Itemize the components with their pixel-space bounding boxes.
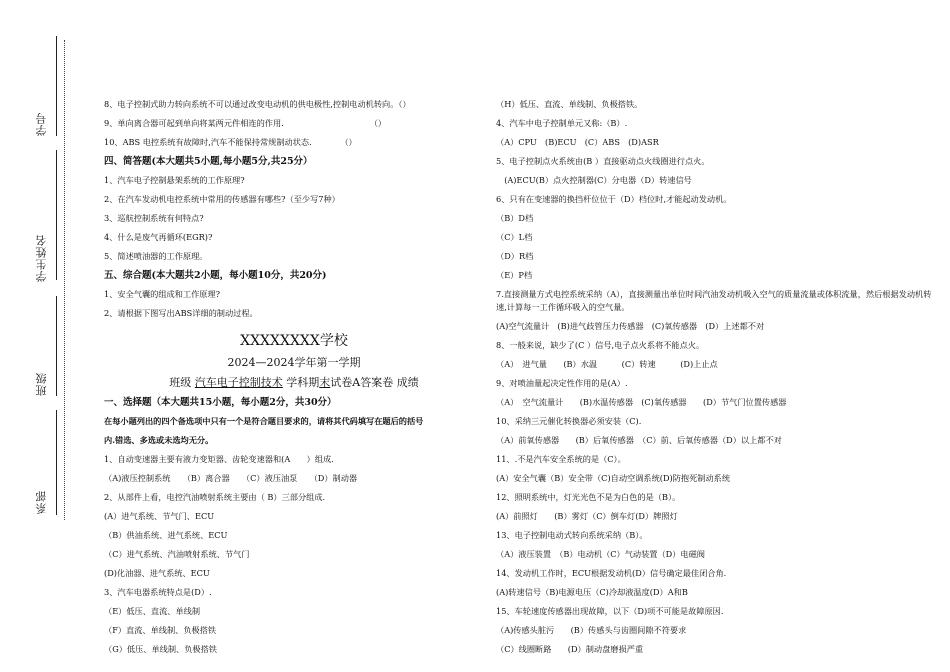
class-label: 班级	[35, 372, 48, 396]
binding-line	[56, 150, 57, 280]
term-title: 2024—2024学年第一学期	[227, 356, 361, 369]
short-question: 4、什么是废气再循环(EGR)?	[104, 232, 213, 242]
left-column	[104, 95, 484, 659]
question-line: 8、一般来说，缺少了(C ）信号,电子点火系将不能点火。	[496, 340, 705, 350]
department-label: 系部	[35, 490, 48, 514]
question-7: 7.直接测量方式电控系统采纳（A），直接测量出单位时间汽油发动机吸入空气的质量流量或体积流量，然后根据发动机转速,计算每一工作循环吸入的空气量。	[496, 289, 932, 312]
question-line: (D)化油器、进气系统、ECU	[104, 568, 210, 578]
question-line: 11、.不是汽车安全系统的是（C）。	[496, 454, 626, 464]
tf-question-9: 9、单向离合器可起到单向将某两元件相连的作用. （）	[104, 118, 387, 128]
question-line: 1、自动变速器主要有液力变矩器、齿轮变速器和(A ）组成.	[104, 454, 334, 464]
short-question: 5、简述喷油器的工作原理。	[104, 251, 208, 261]
binding-margin	[0, 0, 90, 672]
question-line: 12、照明系统中，灯光光色不是为白色的是（B）。	[496, 492, 681, 502]
question-line: 10、采纳三元催化转换器必须安装（C).	[496, 416, 642, 426]
question-line: （G）低压、单线制、负极搭铁	[104, 644, 217, 654]
section-4-title: 四、简答题(本大题共5小题,每小题5分,共25分）	[104, 156, 313, 167]
exam-score-label: 试卷A答案卷 成绩	[330, 376, 419, 389]
question-line: （A） 空气流量计 (B)水温传感器 (C)氧传感器 (D）节气门位置传感器	[496, 397, 787, 407]
cut-line	[64, 40, 65, 520]
question-line: 5、电子控制点火系统由(B ）直接驱动点火线圈进行点火。	[496, 156, 710, 166]
question-line: 3、汽车电器系统特点是(D）.	[104, 587, 212, 597]
section-5-title: 五、综合题(本大题共2小题，每小题10分，共20分)	[104, 270, 327, 281]
short-question: 2、在汽车发动机电控系统中常用的传感器有哪些?（至少写7种）	[104, 194, 340, 204]
question-line: （F）直流、单线制、负极搭铁	[104, 625, 217, 635]
question-line: （A）液压装置 （B）电动机（C）气动装置（D）电磁阀	[496, 549, 705, 559]
tf-question-10: 10、ABS 电控系统有故障时,汽车不能保持常规制动状态. （）	[104, 137, 357, 147]
student-id-label: 学号	[35, 112, 48, 136]
question-line: 2、从部件上看，电控汽油喷射系统主要由（ B）三部分组成.	[104, 492, 326, 502]
question-line: 15、车轮速度传感器出现故障，以下（D)项不可能是故障原因.	[496, 606, 724, 616]
question-line: （A)传感头脏污 (B）传感头与齿圈间隙不符要求	[496, 625, 687, 635]
question-line: （H）低压、直流、单线制、负极搭铁。	[496, 99, 643, 109]
question-line: (A)空气流量计 (B)进气歧管压力传感器 (C)氧传感器 (D）上述都不对	[496, 321, 765, 331]
section-1-instruction: 在每小题列出的四个备选项中只有一个是符合题目要求的，请将其代码填写在题后的括号	[104, 416, 424, 426]
question-line: 14、发动机工作时，ECU根据发动机(D）信号确定最佳闭合角.	[496, 568, 727, 578]
exam-class-label: 班级	[169, 376, 195, 389]
question-line: （B）供油系统、进气系统、ECU	[104, 530, 228, 540]
question-line: (A）进气系统、节气门、ECU	[104, 511, 215, 521]
binding-line	[56, 410, 57, 515]
question-line: 4、汽车中电子控制单元又称:（B）.	[496, 118, 628, 128]
school-name: XXXXXXXX学校	[240, 333, 348, 349]
binding-line	[56, 296, 57, 396]
question-line: （D）R档	[496, 251, 534, 261]
exam-subject: 汽车电子控制技术	[194, 376, 283, 389]
question-line: （E）低压、直流、单线制	[104, 606, 201, 616]
exam-title	[104, 373, 484, 393]
question-line: (A)ECU(B）点火控制器(C）分电器（D）转速信号	[496, 175, 692, 185]
question-line: (A）前照灯 (B）雾灯（C）倒车灯(D）牌照灯	[496, 511, 678, 521]
section-1-title: 一、选择题（本大题共15小题，每小题2分，共30分）	[104, 397, 337, 408]
section-1-instruction: 内.错选、多选或未选均无分。	[104, 435, 214, 445]
question-line: （B）D档	[496, 213, 534, 223]
student-name-label: 学生姓名	[35, 234, 48, 282]
question-line: 6、只有在变速器的换挡杆位位于（D）档位时,才能起动发动机。	[496, 194, 732, 204]
tf-question-8: 8、电子控制式助力转向系统不可以通过改变电动机的供电极性,控制电动机转向。（）	[104, 99, 411, 109]
short-question: 3、巡航控制系统有何特点?	[104, 213, 204, 223]
question-line: （A） 进气量 (B）水温 (C）转速 (D)上止点	[496, 359, 718, 369]
binding-line	[56, 36, 57, 136]
comprehensive-question: 1、安全气囊的组成和工作原理?	[104, 289, 221, 299]
question-line: 13、电子控制电动式转向系统采纳（B）。	[496, 530, 648, 540]
question-line: （C）L档	[496, 232, 533, 242]
comprehensive-question: 2、请根据下图写出ABS详细的制动过程。	[104, 308, 258, 318]
question-line: 9、对喷油量起决定性作用的是(A）.	[496, 378, 628, 388]
question-line: （C）线圈断路 (D）制动盘磨损严重	[496, 644, 644, 654]
question-line: （A）前氧传感器 (B）后氧传感器 （C）前、后氧传感器（D）以上都不对	[496, 435, 782, 445]
question-line: （A）CPU (B)ECU (C）ABS (D)ASR	[496, 137, 659, 147]
question-line: (A）安全气囊（B）安全带（C)自动空调系统(D)防抱死制动系统	[496, 473, 731, 483]
right-column	[496, 95, 936, 659]
question-line: （E）P档	[496, 270, 533, 280]
question-line: （A)液压控制系统 （B）离合器 （C）液压油泵 （D）制动器	[104, 473, 358, 483]
question-line: (A)转速信号（B)电源电压（C)冷却液温度(D）A和B	[496, 587, 688, 597]
short-question: 1、汽车电子控制悬架系统的工作原理?	[104, 175, 245, 185]
exam-period-label: 学科期	[282, 376, 320, 389]
question-line: （C）进气系统、汽油喷射系统、节气门	[104, 549, 250, 559]
exam-term-end: 末	[319, 376, 331, 389]
